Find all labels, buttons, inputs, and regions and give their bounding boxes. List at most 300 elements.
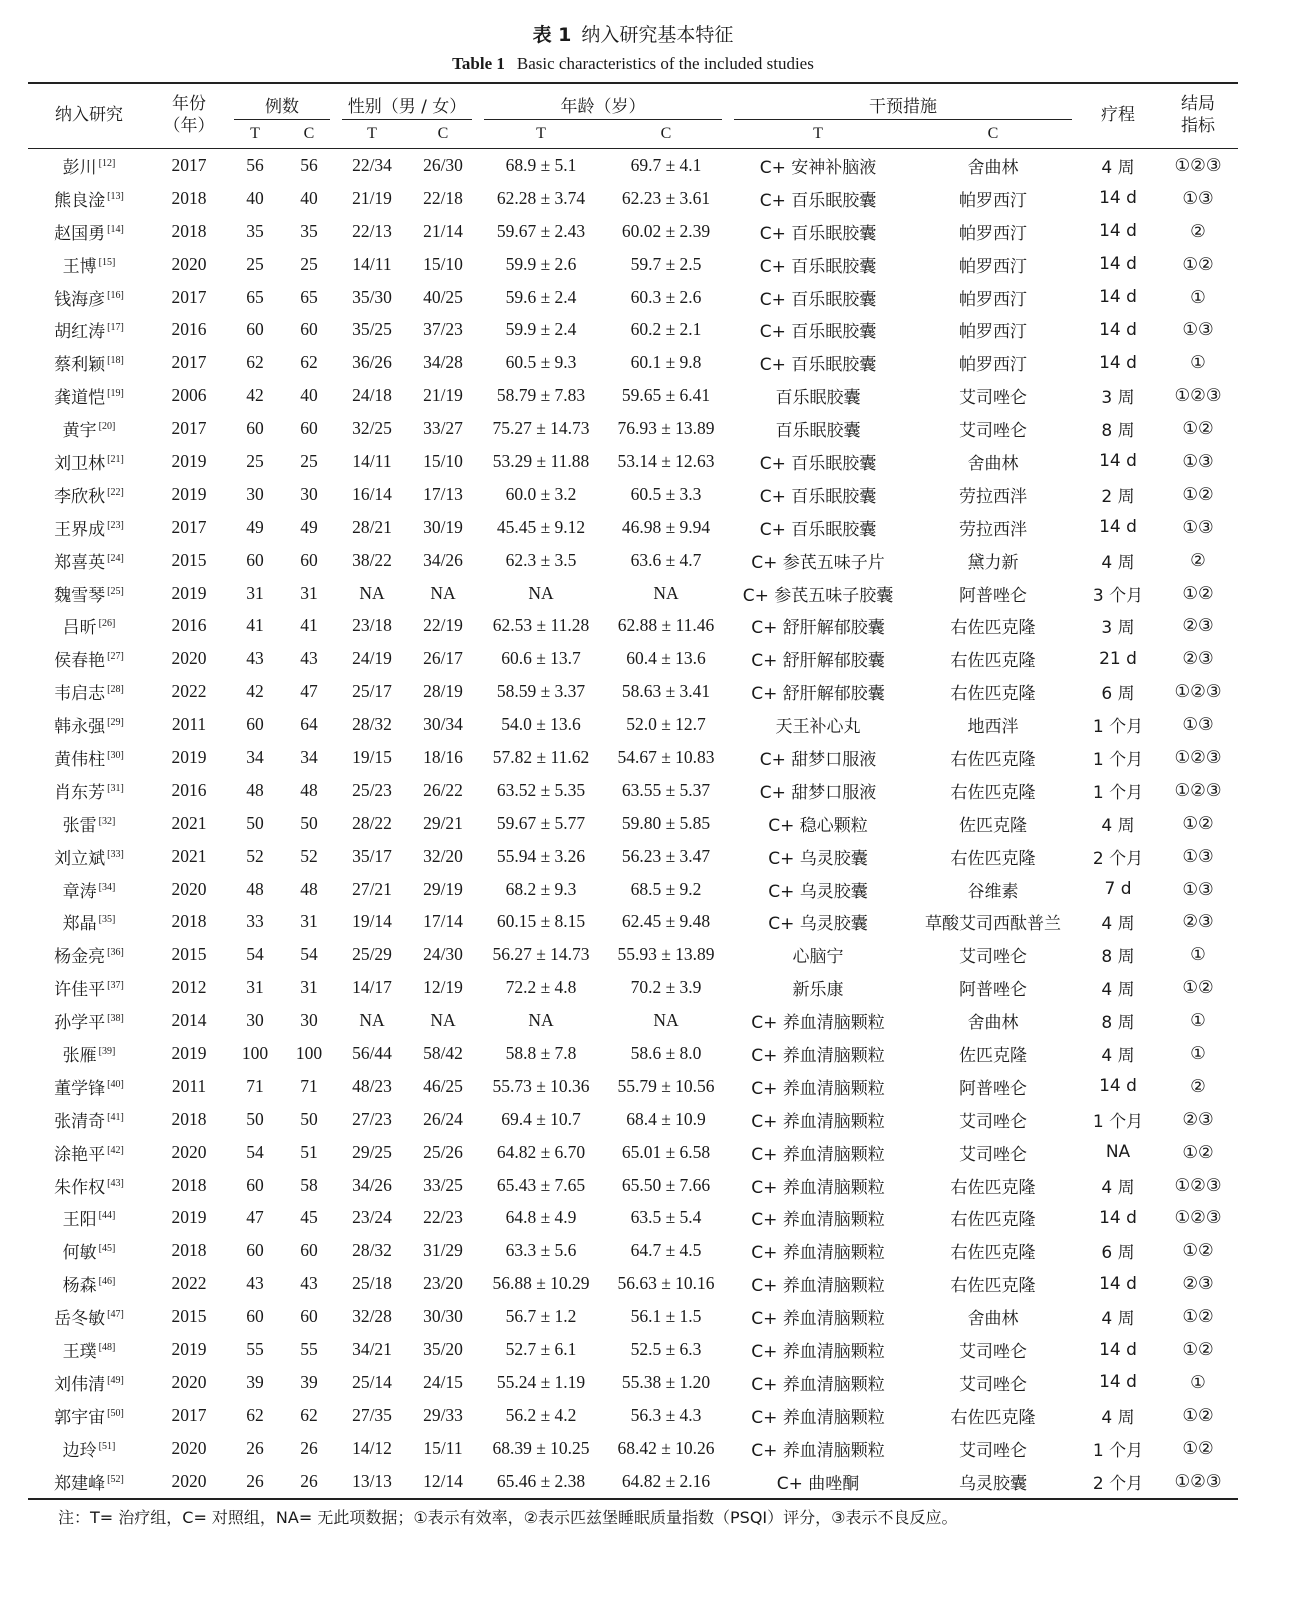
cell-age-c: 68.42 ± 10.26 — [617, 1437, 715, 1458]
cell-intervention-t: C+ 养血清脑颗粒 — [751, 1144, 885, 1165]
study-author: 郑晶 — [62, 914, 97, 935]
study-author: 吕昕 — [62, 618, 97, 639]
cell-course: 14 d — [1099, 1273, 1137, 1294]
reference-number: [18] — [107, 355, 124, 367]
cell-study — [28, 379, 150, 412]
cell-cases-c: 31 — [300, 582, 318, 603]
cell-cases-t: 47 — [246, 1207, 264, 1228]
cell-cases-c: 43 — [300, 1273, 318, 1294]
cell-sex-c: 31/29 — [423, 1240, 463, 1261]
cell-outcome: ②③ — [1182, 911, 1214, 932]
cell-age-c: 68.5 ± 9.2 — [630, 878, 702, 899]
cell-course: 4 周 — [1101, 1177, 1135, 1198]
header-outcome — [1158, 83, 1238, 149]
cell-sex-t: 25/29 — [352, 944, 392, 965]
cell-sex-t: 28/32 — [352, 714, 392, 735]
cell-year: 2017 — [171, 418, 207, 439]
cell-year: 2019 — [171, 1339, 207, 1359]
cell-outcome: ①②③ — [1174, 1174, 1222, 1195]
cell-cases-t: 33 — [246, 911, 264, 932]
cell-sex-t: 29/25 — [352, 1141, 392, 1162]
study-author: 黄宇 — [62, 421, 97, 442]
cell-cases-t: 55 — [246, 1339, 264, 1359]
cell-intervention-t: C+ 百乐眠胶囊 — [759, 453, 877, 474]
subheader-age-t: T — [478, 120, 604, 149]
study-author: 董学锋 — [54, 1078, 106, 1099]
cell-outcome: ①②③ — [1174, 385, 1222, 406]
cell-outcome: ①②③ — [1174, 779, 1222, 800]
cell-course: 14 d — [1099, 1372, 1137, 1393]
cell-study — [28, 1136, 150, 1169]
cell-intervention-t: 心脑宁 — [792, 947, 844, 968]
table-row — [28, 1037, 1238, 1070]
cell-cases-c: 60 — [300, 549, 318, 570]
reference-number: [46] — [98, 1276, 116, 1288]
cell-study — [28, 182, 150, 215]
cell-cases-c: 56 — [300, 154, 318, 175]
cell-year: 2012 — [171, 977, 207, 998]
cell-course: 14 d — [1099, 1076, 1137, 1097]
cell-course: 1 个月 — [1092, 717, 1144, 738]
cell-cases-c: 58 — [300, 1174, 318, 1195]
cell-sex-t: 27/21 — [352, 878, 392, 899]
cell-cases-c: 31 — [300, 911, 318, 932]
cell-sex-t: 24/18 — [352, 385, 392, 406]
header-course: 疗程 — [1078, 83, 1158, 149]
cell-outcome: ①③ — [1182, 878, 1214, 899]
cell-course: 14 d — [1099, 1339, 1137, 1360]
cell-intervention-t: C+ 养血清脑颗粒 — [751, 1374, 885, 1395]
cell-age-c: 58.6 ± 8.0 — [630, 1042, 702, 1063]
study-author: 章涛 — [62, 881, 97, 902]
cell-cases-c: 62 — [300, 352, 318, 373]
cell-outcome: ①③ — [1182, 319, 1214, 340]
table-row — [28, 609, 1238, 642]
cell-outcome: ①②③ — [1174, 746, 1222, 767]
cell-cases-t: 54 — [246, 1141, 264, 1162]
subheader-cases-c: C — [282, 120, 336, 149]
cell-year: 2011 — [171, 1075, 207, 1096]
cell-age-t: 59.9 ± 2.6 — [505, 253, 577, 274]
cell-cases-t: 48 — [246, 878, 264, 899]
cell-outcome: ① — [1190, 352, 1206, 373]
cell-sex-t: 23/24 — [352, 1207, 392, 1228]
cell-course: 8 周 — [1101, 1013, 1135, 1034]
cell-intervention-c: 艾司唑仑 — [959, 1440, 1028, 1461]
cell-intervention-c: 艾司唑仑 — [959, 1342, 1028, 1362]
cell-age-c: 63.5 ± 5.4 — [630, 1207, 702, 1228]
cell-study — [28, 478, 150, 511]
cell-age-t: 57.82 ± 11.62 — [492, 746, 590, 767]
cell-cases-c: 25 — [300, 253, 318, 274]
cell-year: 2020 — [171, 253, 207, 274]
reference-number: [31] — [107, 782, 124, 794]
cell-outcome: ①② — [1182, 812, 1214, 833]
cell-age-t: 72.2 ± 4.8 — [505, 977, 577, 998]
cell-course: 6 周 — [1101, 1243, 1135, 1264]
cell-cases-t: 100 — [241, 1042, 269, 1063]
cell-year: 2018 — [171, 911, 207, 932]
cell-cases-t: 31 — [246, 977, 264, 998]
cell-study — [28, 313, 150, 346]
cell-course: 4 周 — [1101, 914, 1135, 935]
cell-cases-t: 62 — [246, 1404, 264, 1425]
study-author: 郑喜英 — [54, 552, 106, 573]
cell-cases-c: 41 — [300, 615, 318, 636]
cell-study — [28, 1366, 150, 1399]
cell-outcome: ②③ — [1182, 1273, 1214, 1294]
cell-sex-t: 38/22 — [352, 549, 392, 570]
cell-year: 2016 — [171, 319, 207, 340]
cell-intervention-c: 艾司唑仑 — [959, 1111, 1028, 1132]
cell-age-t: 58.79 ± 7.83 — [496, 385, 586, 406]
cell-sex-c: 15/10 — [423, 253, 463, 274]
cell-intervention-t: C+ 百乐眠胶囊 — [759, 223, 877, 244]
cell-outcome: ①②③ — [1174, 681, 1222, 702]
cell-sex-c: 26/30 — [423, 154, 463, 175]
cell-age-c: 56.63 ± 10.16 — [617, 1273, 715, 1294]
cell-outcome: ①② — [1182, 1404, 1214, 1425]
cell-age-c: NA — [653, 1010, 679, 1031]
table-row — [28, 1465, 1238, 1499]
table-row — [28, 905, 1238, 938]
cell-study — [28, 675, 150, 708]
cell-sex-t: 25/14 — [352, 1371, 392, 1392]
table-row — [28, 346, 1238, 379]
table-number-en: Table 1 — [452, 54, 505, 73]
table-row — [28, 1103, 1238, 1136]
cell-cases-t: 30 — [246, 1010, 264, 1031]
cell-age-c: 60.5 ± 3.3 — [630, 483, 702, 504]
cell-sex-t: 24/19 — [352, 648, 392, 669]
cell-sex-t: 16/14 — [352, 483, 392, 504]
cell-cases-t: 60 — [246, 418, 264, 439]
cell-age-t: 56.27 ± 14.73 — [492, 944, 590, 965]
cell-course: 14 d — [1099, 1207, 1137, 1228]
cell-study — [28, 1432, 150, 1465]
cell-age-c: 56.1 ± 1.5 — [630, 1306, 702, 1327]
cell-year: 2014 — [171, 1010, 207, 1031]
study-author: 王博 — [62, 256, 97, 277]
cell-intervention-t: C+ 百乐眠胶囊 — [759, 289, 877, 310]
cell-intervention-t: 百乐眠胶囊 — [775, 421, 861, 442]
cell-intervention-c: 帕罗西汀 — [959, 322, 1028, 343]
cell-sex-t: 14/17 — [352, 977, 392, 998]
study-author: 张雁 — [62, 1045, 97, 1066]
cell-cases-c: 65 — [300, 286, 318, 307]
study-author: 王阳 — [62, 1210, 97, 1231]
cell-cases-c: 40 — [300, 187, 318, 208]
cell-cases-t: 25 — [246, 450, 264, 471]
cell-intervention-c: 佐匹克隆 — [959, 815, 1028, 836]
cell-intervention-c: 舍曲林 — [967, 1013, 1019, 1034]
cell-age-t: 60.5 ± 9.3 — [505, 352, 577, 373]
subheader-cases-t: T — [228, 120, 282, 149]
cell-cases-c: 64 — [300, 714, 318, 735]
cell-course: 7 d — [1104, 879, 1132, 900]
cell-year: 2015 — [171, 1306, 207, 1327]
cell-age-t: 60.15 ± 8.15 — [496, 911, 586, 932]
cell-cases-c: 39 — [300, 1371, 318, 1392]
cell-outcome: ①② — [1182, 483, 1214, 504]
table-number-cn: 表 1 — [532, 24, 572, 46]
cell-intervention-c: 艾司唑仑 — [959, 1374, 1028, 1395]
cell-study — [28, 1333, 150, 1366]
cell-intervention-t: C+ 百乐眠胶囊 — [759, 256, 877, 277]
study-author: 许佳平 — [54, 980, 106, 1001]
cell-intervention-c: 黛力新 — [967, 552, 1019, 573]
cell-age-c: 60.02 ± 2.39 — [621, 220, 711, 241]
cell-intervention-c: 帕罗西汀 — [959, 256, 1028, 277]
cell-sex-c: 12/14 — [408, 1465, 478, 1499]
cell-sex-c: 26/24 — [423, 1108, 463, 1129]
cell-intervention-c: 帕罗西汀 — [959, 190, 1028, 211]
reference-number: [16] — [107, 289, 124, 301]
cell-intervention-c: 右佐匹克隆 — [950, 782, 1036, 803]
cell-intervention-c: 右佐匹克隆 — [950, 1210, 1036, 1231]
cell-sex-c: 12/19 — [423, 977, 463, 998]
study-author: 李欣秋 — [54, 486, 106, 507]
cell-year: 2019 — [171, 582, 207, 603]
cell-intervention-c: 右佐匹克隆 — [950, 684, 1036, 705]
study-author: 黄伟柱 — [54, 749, 106, 770]
reference-number: [43] — [107, 1177, 124, 1189]
cell-course: 14 d — [1099, 451, 1137, 472]
cell-age-t: 53.29 ± 11.88 — [492, 450, 590, 471]
table-row — [28, 1234, 1238, 1267]
table-row — [28, 313, 1238, 346]
cell-sex-c: 21/19 — [423, 385, 463, 406]
cell-year: 2022 — [171, 1273, 207, 1294]
table-row — [28, 248, 1238, 281]
cell-outcome: ①② — [1182, 1339, 1214, 1359]
reference-number: [24] — [107, 552, 124, 564]
cell-age-t: 68.2 ± 9.3 — [505, 878, 577, 899]
reference-number: [14] — [107, 223, 124, 235]
cell-outcome: ①②③ — [1174, 154, 1222, 175]
cell-sex-c: 40/25 — [423, 286, 463, 307]
cell-sex-c: 25/26 — [423, 1141, 463, 1162]
cell-sex-c: 24/30 — [423, 944, 463, 965]
header-year-line1: 年份 — [172, 94, 206, 114]
table-row — [28, 1333, 1238, 1366]
cell-intervention-t: C+ 养血清脑颗粒 — [751, 1243, 885, 1264]
cell-cases-c: 30 — [300, 483, 318, 504]
cell-outcome: ①② — [1182, 1240, 1214, 1261]
reference-number: [42] — [107, 1144, 124, 1156]
cell-sex-c: 33/27 — [423, 418, 463, 439]
cell-sex-t: 25/17 — [352, 681, 392, 702]
cell-year: 2020 — [171, 1437, 207, 1458]
cell-study — [28, 1037, 150, 1070]
cell-intervention-c: 阿普唑仑 — [959, 585, 1028, 606]
cell-study — [28, 905, 150, 938]
reference-number: [44] — [98, 1210, 116, 1222]
cell-outcome: ② — [1190, 549, 1206, 570]
cell-course: 4 周 — [1101, 552, 1135, 573]
header-study: 纳入研究 — [28, 83, 150, 149]
cell-outcome: ① — [1190, 944, 1206, 965]
cell-course: 4 周 — [1101, 1407, 1135, 1428]
table-row — [28, 774, 1238, 807]
study-author: 王璞 — [62, 1342, 97, 1362]
reference-number: [19] — [107, 388, 124, 400]
cell-outcome: ①③ — [1182, 845, 1214, 866]
cell-outcome: ② — [1190, 1075, 1206, 1096]
cell-sex-c: 35/20 — [423, 1339, 463, 1359]
reference-number: [30] — [107, 749, 124, 761]
cell-age-c: 70.2 ± 3.9 — [630, 977, 702, 998]
cell-course: 21 d — [1099, 648, 1137, 669]
cell-sex-t: 35/30 — [352, 286, 392, 307]
study-author: 王界成 — [54, 519, 106, 540]
cell-age-t: 62.3 ± 3.5 — [505, 549, 577, 570]
cell-cases-c: 30 — [300, 1010, 318, 1031]
cell-study — [28, 642, 150, 675]
cell-course: 4 周 — [1101, 1309, 1135, 1330]
cell-intervention-t: C+ 乌灵胶囊 — [768, 914, 868, 935]
cell-cases-c: 60 — [300, 1240, 318, 1261]
cell-outcome: ① — [1190, 286, 1206, 307]
cell-year: 2021 — [171, 812, 207, 833]
cell-age-t: 58.8 ± 7.8 — [505, 1042, 577, 1063]
cell-course: 14 d — [1099, 254, 1137, 275]
header-intervention: 干预措施 — [728, 83, 1078, 120]
cell-sex-c: 34/28 — [423, 352, 463, 373]
cell-sex-c: 29/33 — [423, 1404, 463, 1425]
cell-sex-c: 22/18 — [423, 187, 463, 208]
cell-age-t: 58.59 ± 3.37 — [496, 681, 586, 702]
subheader-sex-c: C — [408, 120, 478, 149]
cell-cases-t: 26 — [228, 1465, 282, 1499]
header-sex: 性别（男 / 女） — [336, 83, 478, 120]
cell-cases-c: 48 — [300, 878, 318, 899]
cell-study — [28, 609, 150, 642]
cell-cases-t: 39 — [246, 1371, 264, 1392]
cell-age-t: 62.28 ± 3.74 — [496, 187, 586, 208]
cell-age-c: 64.82 ± 2.16 — [604, 1465, 728, 1499]
cell-sex-c: 30/34 — [423, 714, 463, 735]
cell-study — [28, 149, 150, 182]
cell-age-c: 59.7 ± 2.5 — [630, 253, 702, 274]
cell-year: 2020 — [171, 1141, 207, 1162]
cell-intervention-t: C+ 养血清脑颗粒 — [751, 1177, 885, 1198]
cell-intervention-t: C+ 舒肝解郁胶囊 — [751, 684, 885, 705]
cell-study — [28, 708, 150, 741]
cell-intervention-c: 右佐匹克隆 — [950, 618, 1036, 639]
cell-sex-t: 32/25 — [352, 418, 392, 439]
reference-number: [35] — [98, 914, 116, 926]
cell-age-c: 68.4 ± 10.9 — [626, 1108, 706, 1129]
cell-age-c: 60.3 ± 2.6 — [630, 286, 702, 307]
cell-age-c: 63.55 ± 5.37 — [621, 779, 711, 800]
cell-age-c: 69.7 ± 4.1 — [630, 154, 702, 175]
cell-year: 2017 — [171, 352, 207, 373]
cell-cases-c: 34 — [300, 746, 318, 767]
cell-age-c: 55.93 ± 13.89 — [617, 944, 715, 965]
header-cases: 例数 — [228, 83, 336, 120]
cell-year: 2020 — [171, 1371, 207, 1392]
cell-cases-t: 26 — [246, 1437, 264, 1458]
cell-intervention-t: C+ 甜梦口服液 — [759, 782, 877, 803]
cell-cases-c: 50 — [300, 1108, 318, 1129]
cell-year: 2022 — [171, 681, 207, 702]
cell-year: 2020 — [171, 878, 207, 899]
table-row — [28, 1366, 1238, 1399]
cell-age-t: 65.46 ± 2.38 — [478, 1465, 604, 1499]
cell-intervention-c: 右佐匹克隆 — [950, 1407, 1036, 1428]
cell-intervention-t: C+ 参芪五味子片 — [751, 552, 885, 573]
cell-cases-c: 52 — [300, 845, 318, 866]
cell-intervention-t: C+ 稳心颗粒 — [768, 815, 868, 836]
cell-sex-c: 32/20 — [423, 845, 463, 866]
study-author: 侯春艳 — [54, 651, 106, 672]
cell-study — [28, 412, 150, 445]
cell-course: 14 d — [1099, 319, 1137, 340]
cell-intervention-c: 艾司唑仑 — [959, 1144, 1028, 1165]
study-author: 杨金亮 — [54, 947, 106, 968]
cell-sex-c: 23/20 — [423, 1273, 463, 1294]
cell-age-c: 56.23 ± 3.47 — [621, 845, 711, 866]
cell-sex-t: 35/25 — [352, 319, 392, 340]
cell-outcome: ② — [1190, 220, 1206, 241]
study-author: 魏雪琴 — [54, 585, 106, 606]
cell-cases-t: 60 — [246, 319, 264, 340]
table-row — [28, 708, 1238, 741]
cell-age-c: 54.67 ± 10.83 — [617, 746, 715, 767]
cell-age-c: 53.14 ± 12.63 — [617, 450, 715, 471]
cell-age-t: 75.27 ± 14.73 — [492, 418, 590, 439]
reference-number: [41] — [107, 1111, 124, 1123]
cell-intervention-c: 佐匹克隆 — [959, 1045, 1028, 1066]
cell-course: 1 个月 — [1092, 1440, 1144, 1461]
cell-course: 4 周 — [1101, 1045, 1135, 1066]
study-author: 熊良淦 — [54, 190, 106, 211]
cell-cases-c: 54 — [300, 944, 318, 965]
cell-age-t: 63.52 ± 5.35 — [496, 779, 586, 800]
cell-cases-t: 50 — [246, 1108, 264, 1129]
cell-cases-c: 100 — [295, 1042, 323, 1063]
table-row — [28, 1300, 1238, 1333]
table-row — [28, 412, 1238, 445]
cell-age-c: 60.1 ± 9.8 — [630, 352, 702, 373]
cell-age-t: 59.6 ± 2.4 — [505, 286, 577, 307]
cell-cases-t: 34 — [246, 746, 264, 767]
cell-cases-t: 60 — [246, 1174, 264, 1195]
cell-year: 2020 — [171, 648, 207, 669]
cell-age-c: 65.01 ± 6.58 — [621, 1141, 711, 1162]
reference-number: [23] — [107, 519, 124, 531]
cell-course: 3 周 — [1101, 388, 1135, 409]
cell-year: 2020 — [150, 1465, 228, 1499]
cell-course: 6 周 — [1101, 684, 1135, 705]
cell-sex-t: 32/28 — [352, 1306, 392, 1327]
cell-year: 2016 — [171, 615, 207, 636]
cell-sex-t: 14/11 — [352, 253, 392, 274]
cell-sex-c: 34/26 — [423, 549, 463, 570]
cell-age-t: 56.7 ± 1.2 — [505, 1306, 577, 1327]
cell-age-c: 63.6 ± 4.7 — [630, 549, 702, 570]
table-row — [28, 971, 1238, 1004]
cell-course: 4 周 — [1101, 815, 1135, 836]
cell-sex-c: 15/11 — [423, 1437, 463, 1458]
cell-age-c: 52.5 ± 6.3 — [630, 1339, 702, 1359]
cell-study — [28, 544, 150, 577]
cell-sex-c: 30/30 — [423, 1306, 463, 1327]
study-author: 韩永强 — [54, 717, 106, 738]
cell-cases-c: 26 — [282, 1465, 336, 1499]
cell-intervention-t: C+ 乌灵胶囊 — [768, 881, 868, 902]
